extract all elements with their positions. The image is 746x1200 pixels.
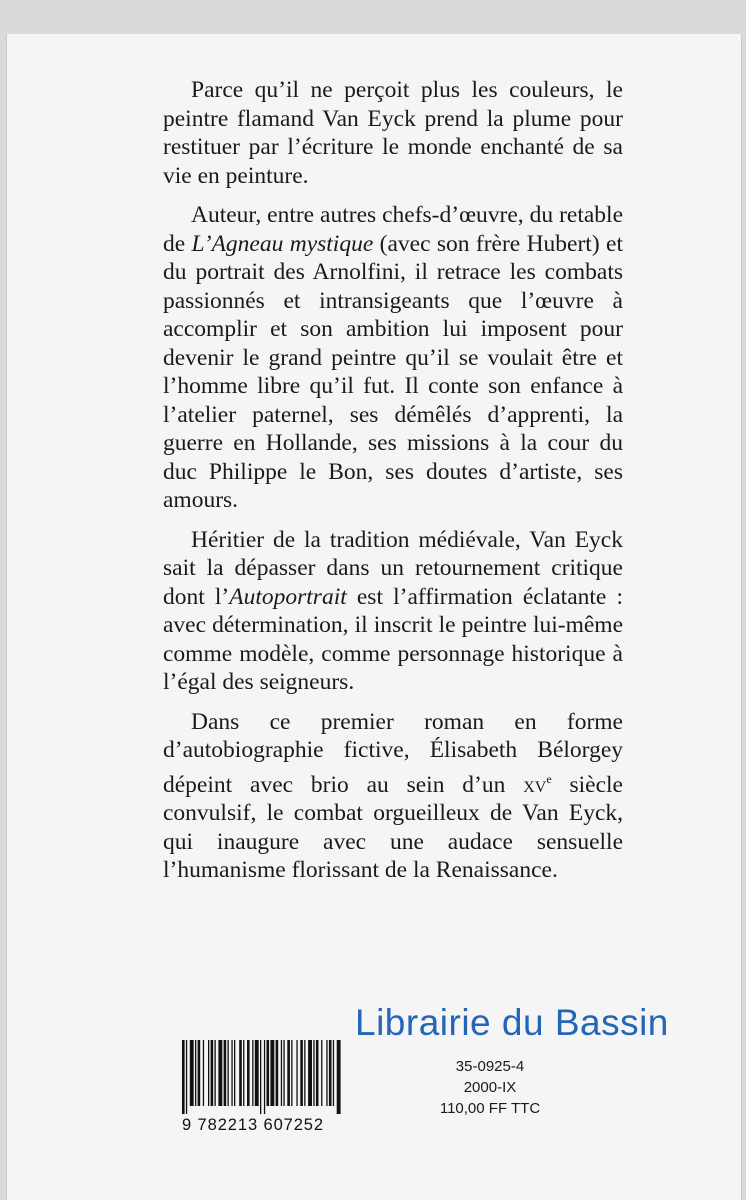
- barcode-bar: [239, 1040, 242, 1106]
- barcode-bar: [198, 1040, 201, 1106]
- barcode-bar: [296, 1040, 297, 1106]
- blurb-paragraph-3: [163, 526, 623, 697]
- barcode-bar: [291, 1040, 292, 1106]
- barcode-bar: [304, 1040, 305, 1106]
- isbn-barcode: [182, 1040, 342, 1140]
- barcode-bar: [308, 1040, 312, 1106]
- barcode-bar: [260, 1040, 261, 1114]
- barcode-bar: [218, 1040, 222, 1106]
- barcode-bar: [283, 1040, 284, 1106]
- barcode-bar: [231, 1040, 232, 1106]
- barcode-bar: [316, 1040, 319, 1106]
- barcode-bar: [300, 1040, 303, 1106]
- blurb-paragraph-4-text-d: siècle convulsif, le combat orgueilleux de Van Eyck, qui inaugure avec une audace sensuelle l’humanisme florissant de la Renaissance.: [163, 771, 623, 883]
- century-numeral: xv: [523, 771, 547, 798]
- barcode-bar: [313, 1040, 314, 1106]
- barcode-bar: [287, 1040, 290, 1106]
- barcode-bar: [333, 1040, 334, 1106]
- barcode-bar: [321, 1040, 322, 1106]
- blurb-paragraph-3-text-c: est l’affirmation éclatante : avec détermination, il inscrit le peintre lui-même comme modèle, comme personnage historique à l’égal des seigneurs.: [163, 583, 623, 695]
- blurb-paragraph-1-text: Parce qu’il ne perçoit plus les couleurs, le peintre flamand Van Eyck prend la plume pour restituer par l’écriture le monde enchanté de sa vie en peinture.: [163, 77, 623, 189]
- blurb-text: [163, 76, 623, 896]
- barcode-bar: [255, 1040, 259, 1106]
- barcode-bar: [329, 1040, 332, 1106]
- barcode-number: 9 782213 607252: [182, 1116, 324, 1134]
- barcode-bar: [208, 1040, 209, 1106]
- work-title-autoportrait: Autoportrait: [229, 583, 347, 610]
- barcode-bar: [247, 1040, 250, 1106]
- barcode-bar: [224, 1040, 227, 1106]
- barcode-bar: [228, 1040, 229, 1106]
- barcode-bar: [215, 1040, 216, 1106]
- barcode-bar: [276, 1040, 279, 1106]
- barcode-bar: [234, 1040, 235, 1106]
- century-superscript: e: [546, 771, 552, 786]
- barcode-bar: [326, 1040, 327, 1106]
- blurb-paragraph-2-text-c: (avec son frère Hubert) et du portrait des Arnolfini, il retrace les combats passionnés et intransigeants que l’œuvre à accomplir et son ambition lui imposent pour devenir le grand peintre qu’il se voulait être et l’homme libre qu’il fut. Il conte son enfance à l’atelier paternel, ses démêlés d’apprenti, la guerre en Hollande, ses missions à la cour du duc Philippe le Bon, ses doutes d’artiste, ses amours.: [163, 230, 623, 513]
- book-info: [420, 1056, 560, 1119]
- blurb-paragraph-3-text-a: Héritier de la tradition médiévale, Van Eyck sait la dépasser dans un retournement critique dont l’: [163, 526, 623, 610]
- barcode-bar: [182, 1040, 185, 1114]
- work-title-agneau: L’Agneau mystique: [191, 230, 374, 257]
- book-price: 110,00 FF TTC: [439, 1100, 541, 1117]
- barcode-bars: [182, 1040, 342, 1114]
- barcode-bar: [190, 1040, 194, 1106]
- barcode-bar: [195, 1040, 196, 1106]
- bookshop-watermark: Librairie du Bassin: [355, 1002, 669, 1043]
- blurb-paragraph-2: [163, 201, 623, 515]
- barcode-bar: [186, 1040, 187, 1114]
- barcode-bar: [264, 1040, 265, 1114]
- blurb-paragraph-4-text-a: Dans ce premier roman en forme d’autobiographie fictive, Élisabeth Bélorgey dépeint avec brio au sein d’un: [163, 708, 623, 798]
- blurb-paragraph-4: [163, 708, 623, 885]
- blurb-paragraph-1: [163, 76, 623, 190]
- barcode-bar: [203, 1040, 204, 1106]
- barcode-bar: [267, 1040, 270, 1106]
- barcode-bar: [337, 1040, 341, 1114]
- barcode-bar: [270, 1040, 274, 1106]
- barcode-bar: [211, 1040, 214, 1106]
- barcode-bar: [281, 1040, 282, 1106]
- barcode-bar: [243, 1040, 244, 1106]
- book-code: 35-0925-4: [455, 1058, 525, 1075]
- blurb-paragraph-2-text-a: Auteur, entre autres chefs-d’œuvre, du retable de: [163, 202, 623, 257]
- book-edition-date: 2000-IX: [463, 1079, 517, 1096]
- barcode-bar: [252, 1040, 253, 1106]
